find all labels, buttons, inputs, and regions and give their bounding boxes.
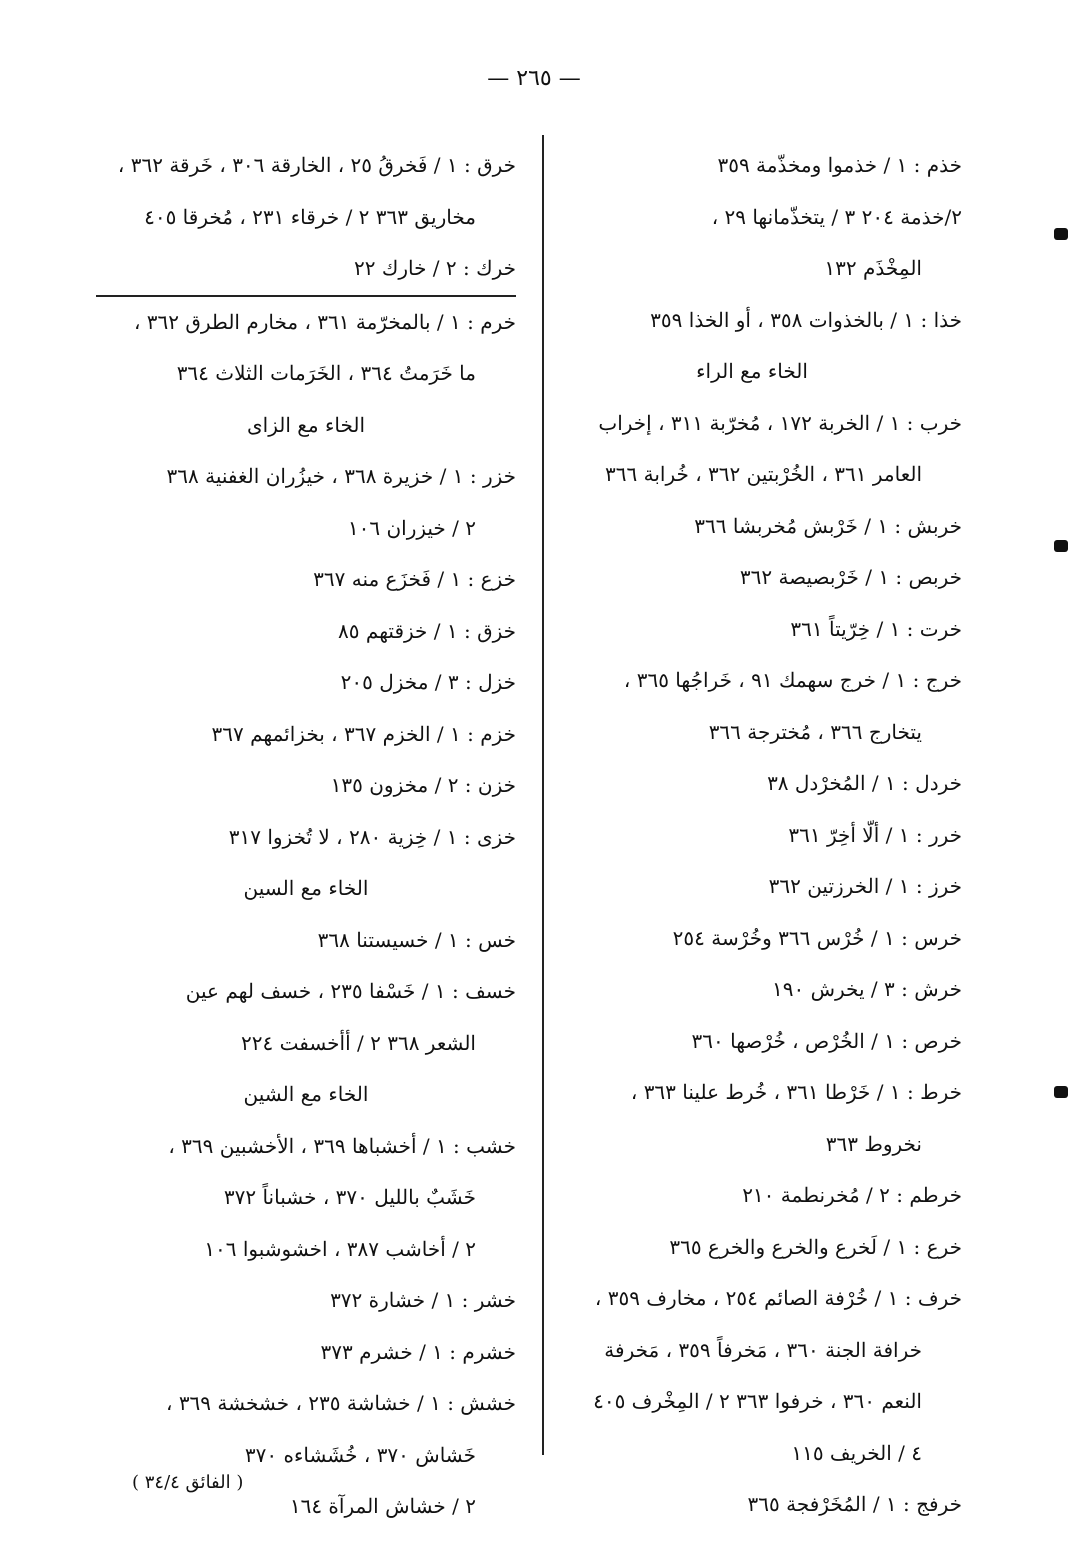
entry-line: خزق : ١ / خزقتهم ٨٥ — [338, 618, 516, 643]
entry-line: خردل : ١ / المُخرْدل ٣٨ — [767, 771, 962, 795]
entry-line: خزم : ١ / الخزم ٣٦٧ ، بخزائمهم ٣٦٧ — [211, 721, 516, 746]
margin-mark — [1054, 1086, 1068, 1098]
entry-line: العامر ٣٦١ ، الخُرْبتين ٣٦٢ ، خُرابة ٣٦٦ — [605, 462, 922, 486]
entry-line: الشعر ٣٦٨ ٢ / أأخسفت ٢٢٤ — [240, 1030, 476, 1055]
entry-line: خرافة الجنة ٣٦٠ ، مَخرفاً ٣٥٩ ، مَخرفة — [604, 1337, 922, 1362]
entry-line: مخاريق ٣٦٣ ٢ / خرقاء ٢٣١ ، مُخرقا ٤٠٥ — [144, 204, 476, 229]
entry-line: خرف : ١ / خُرْفة الصائم ٢٥٤ ، مخارف ٣٥٩ ، — [594, 1286, 962, 1310]
entry-line: خسف : ١ / خَسْفا ٢٣٥ ، خسف لهم عين — [185, 979, 516, 1003]
entry-line: خرت : ١ / خِرّيتاً ٣٦١ — [790, 616, 962, 641]
entry-line: النعم ٣٦٠ ، خرفوا ٣٦٣ ٢ / المِخْرف ٤٠٥ — [593, 1389, 922, 1413]
entry-line: خرط : ١ / خَرْطا ٣٦١ ، خُرط علينا ٣٦٣ ، — [630, 1080, 962, 1104]
margin-mark — [1054, 540, 1068, 552]
entry-line: ٢ / أخاشب ٣٨٧ ، اخشوشبوا ١٠٦ — [204, 1236, 476, 1261]
entry-line: خرك : ٢ / خارك ٢٢ — [96, 243, 516, 297]
entry-line: نخروط ٣٦٣ — [825, 1131, 922, 1156]
entry-line: خرع : ١ / لَخرع والخرع والخرع ٣٦٥ — [669, 1234, 962, 1259]
entry-line: خرم : ١ / بالمخرّمة ٣٦١ ، مخارم الطرق ٣٦٢ ، — [133, 309, 516, 334]
entry-line: خذم : ١ / خذموا ومخذّمة ٣٥٩ — [717, 153, 962, 177]
signature-mark: ( الفائق ٣٤/٤ ) — [132, 1472, 244, 1493]
entry-line: خرج : ١ / خرج سهمك ٩١ ، خَراجُها ٣٦٥ ، — [623, 668, 962, 692]
entry-line: ٢ / خيزران ١٠٦ — [347, 515, 476, 540]
margin-mark — [1054, 228, 1068, 240]
section-heading: الخاء مع الشين — [243, 1082, 369, 1106]
entry-line: خرطم : ٢ / مُخرنطمة ٢١٠ — [742, 1183, 962, 1207]
right-column — [542, 140, 962, 1531]
entry-line: ٢ / خشاش المرآة ١٦٤ — [289, 1494, 476, 1518]
entry-line: خشرم : ١ / خشرم ٣٧٣ — [320, 1339, 516, 1364]
entry-line: خرب : ١ / الخربة ١٧٢ ، مُخرّبة ٣١١ ، إخراب — [598, 410, 962, 435]
entry-line: يتخارج ٣٦٦ ، مُخترجة ٣٦٦ — [708, 719, 922, 744]
entry-line: خرش : ٣ / يخرش ١٩٠ — [772, 977, 962, 1001]
entry-line: خزر : ١ / خزيرة ٣٦٨ ، خيزُران الغفنية ٣٦٨ — [166, 464, 516, 488]
entry-line: خشب : ١ / أخشباها ٣٦٩ ، الأخشبين ٣٦٩ ، — [168, 1133, 516, 1158]
entry-line: ٢/خذمة ٢٠٤ ٣ / يتخذّمانها ٢٩ ، — [711, 204, 962, 229]
entry-line: خزع : ١ / فَخزَع منه ٣٦٧ — [313, 567, 516, 591]
entry-line: خرق : ١ / فَخرقُ ٢٥ ، الخارقة ٣٠٦ ، خَرقة ٣٦٢ ، — [117, 153, 516, 177]
entry-line: خزى : ١ / خِزية ٢٨٠ ، لا تُخزوا ٣١٧ — [228, 824, 516, 849]
section-heading: الخاء مع السين — [243, 876, 369, 900]
entry-line: خرس : ١ / خُرْس ٣٦٦ وخُرْسة ٢٥٤ — [672, 925, 962, 950]
entry-line: خَشَبٌ بالليل ٣٧٠ ، خشباناً ٣٧٢ — [223, 1185, 476, 1209]
entry-line: خربص : ١ / خَرْبصيصة ٣٦٢ — [739, 565, 962, 589]
entry-line: خرفج : ١ / المُخَرْفجة ٣٦٥ — [747, 1492, 962, 1516]
entry-line: خذا : ١ / بالخذوات ٣٥٨ ، أو الخذا ٣٥٩ — [650, 307, 962, 332]
entry-line: خشش : ١ / خشاشة ٢٣٥ ، خشخشة ٣٦٩ ، — [166, 1391, 516, 1415]
entry-line: المِخْذَم ١٣٢ — [824, 256, 922, 280]
entry-line: ما خَرَمتُ ٣٦٤ ، الخَرَمات الثلاث ٣٦٤ — [176, 361, 476, 385]
entry-line: خَشاش ٣٧٠ ، خُشَشاءه ٣٧٠ — [244, 1442, 476, 1467]
entry-line: خرز : ١ / الخرزتين ٣٦٢ — [768, 874, 962, 898]
page-number: — ٢٦٥ — — [487, 66, 581, 91]
section-heading: الخاء مع الراء — [696, 359, 808, 383]
entry-line: خس : ١ / خسيستنا ٣٦٨ — [317, 927, 516, 952]
left-column — [96, 140, 516, 1533]
section-heading: الخاء مع الزاى — [246, 412, 366, 437]
entry-line: ٤ / الخريف ١١٥ — [791, 1440, 922, 1465]
entry-line: خزل : ٣ / مخزل ٢٠٥ — [340, 670, 516, 694]
entry-line: خرص : ١ / الخُرْص ، خُرْصها ٣٦٠ — [691, 1028, 962, 1053]
entry-line: خزن : ٢ / مخزون ١٣٥ — [330, 773, 516, 797]
entry-line: خشر : ١ / خشارة ٣٧٢ — [330, 1288, 516, 1312]
entry-line: خرر : ١ / ألّا أخِرّ ٣٦١ — [788, 822, 962, 847]
entry-line: خربش : ١ / خَرْبش مُخربشا ٣٦٦ — [694, 513, 962, 538]
